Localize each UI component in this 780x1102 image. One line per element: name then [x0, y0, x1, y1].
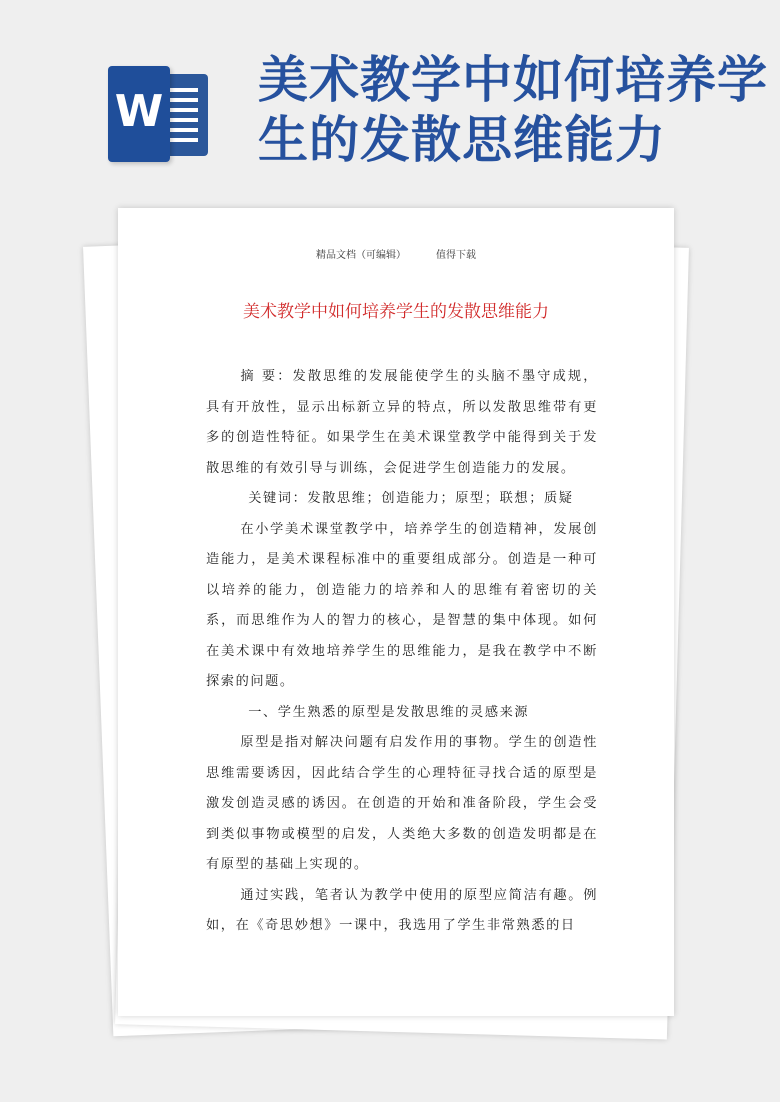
body-paragraph: 在小学美术课堂教学中，培养学生的创造精神，发展创造能力，是美术课程标准中的重要组成部分。创造是一种可以培养的能力，创造能力的培养和人的思维有着密切的关系，而思维作为人的智力的核心，是智慧的集中体现。如何在美术课中有效地培养学生的思维能力，是我在教学中不断探索的问题。: [206, 521, 598, 689]
body-paragraph: 原型是指对解决问题有启发作用的事物。学生的创造性思维需要诱因，因此结合学生的心理特征寻找合适的原型是激发创造灵感的诱因。在创造的开始和准备阶段，学生会受到类似事物或模型的启发，人类绝大多数的创造发明都是在有原型的基础上实现的。: [206, 735, 598, 872]
word-icon-cover: [108, 66, 170, 162]
keywords-paragraph: 关键词：发散思维；创造能力；原型；联想；质疑: [248, 491, 574, 506]
word-icon: [108, 66, 210, 162]
word-icon-letter: W: [114, 86, 164, 137]
body-paragraph: 通过实践，笔者认为教学中使用的原型应简洁有趣。例如，在《奇思妙想》一课中，我选用了学生非常熟悉的日: [206, 887, 598, 933]
document-title: 美术教学中如何培养学生的发散思维能力: [243, 302, 549, 322]
banner: [0, 0, 780, 190]
header-left: 精品文档（可编辑）: [316, 250, 406, 261]
header-right: 值得下载: [436, 250, 476, 261]
page-header: [118, 246, 674, 261]
banner-title: 美术教学中如何培养学生的发散思维能力: [258, 51, 768, 169]
document-body: [206, 362, 598, 942]
section-heading: 一、学生熟悉的原型是发散思维的灵感来源: [248, 704, 530, 720]
document-page: [118, 208, 674, 1016]
abstract-paragraph: 摘 要：发散思维的发展能使学生的头脑不墨守成规，具有开放性，显示出标新立异的特点，所以发散思维带有更多的创造性特征。如果学生在美术课堂教学中能得到关于发散思维的有效引导与训练，会促进学生创造能力的发展。: [206, 369, 598, 476]
